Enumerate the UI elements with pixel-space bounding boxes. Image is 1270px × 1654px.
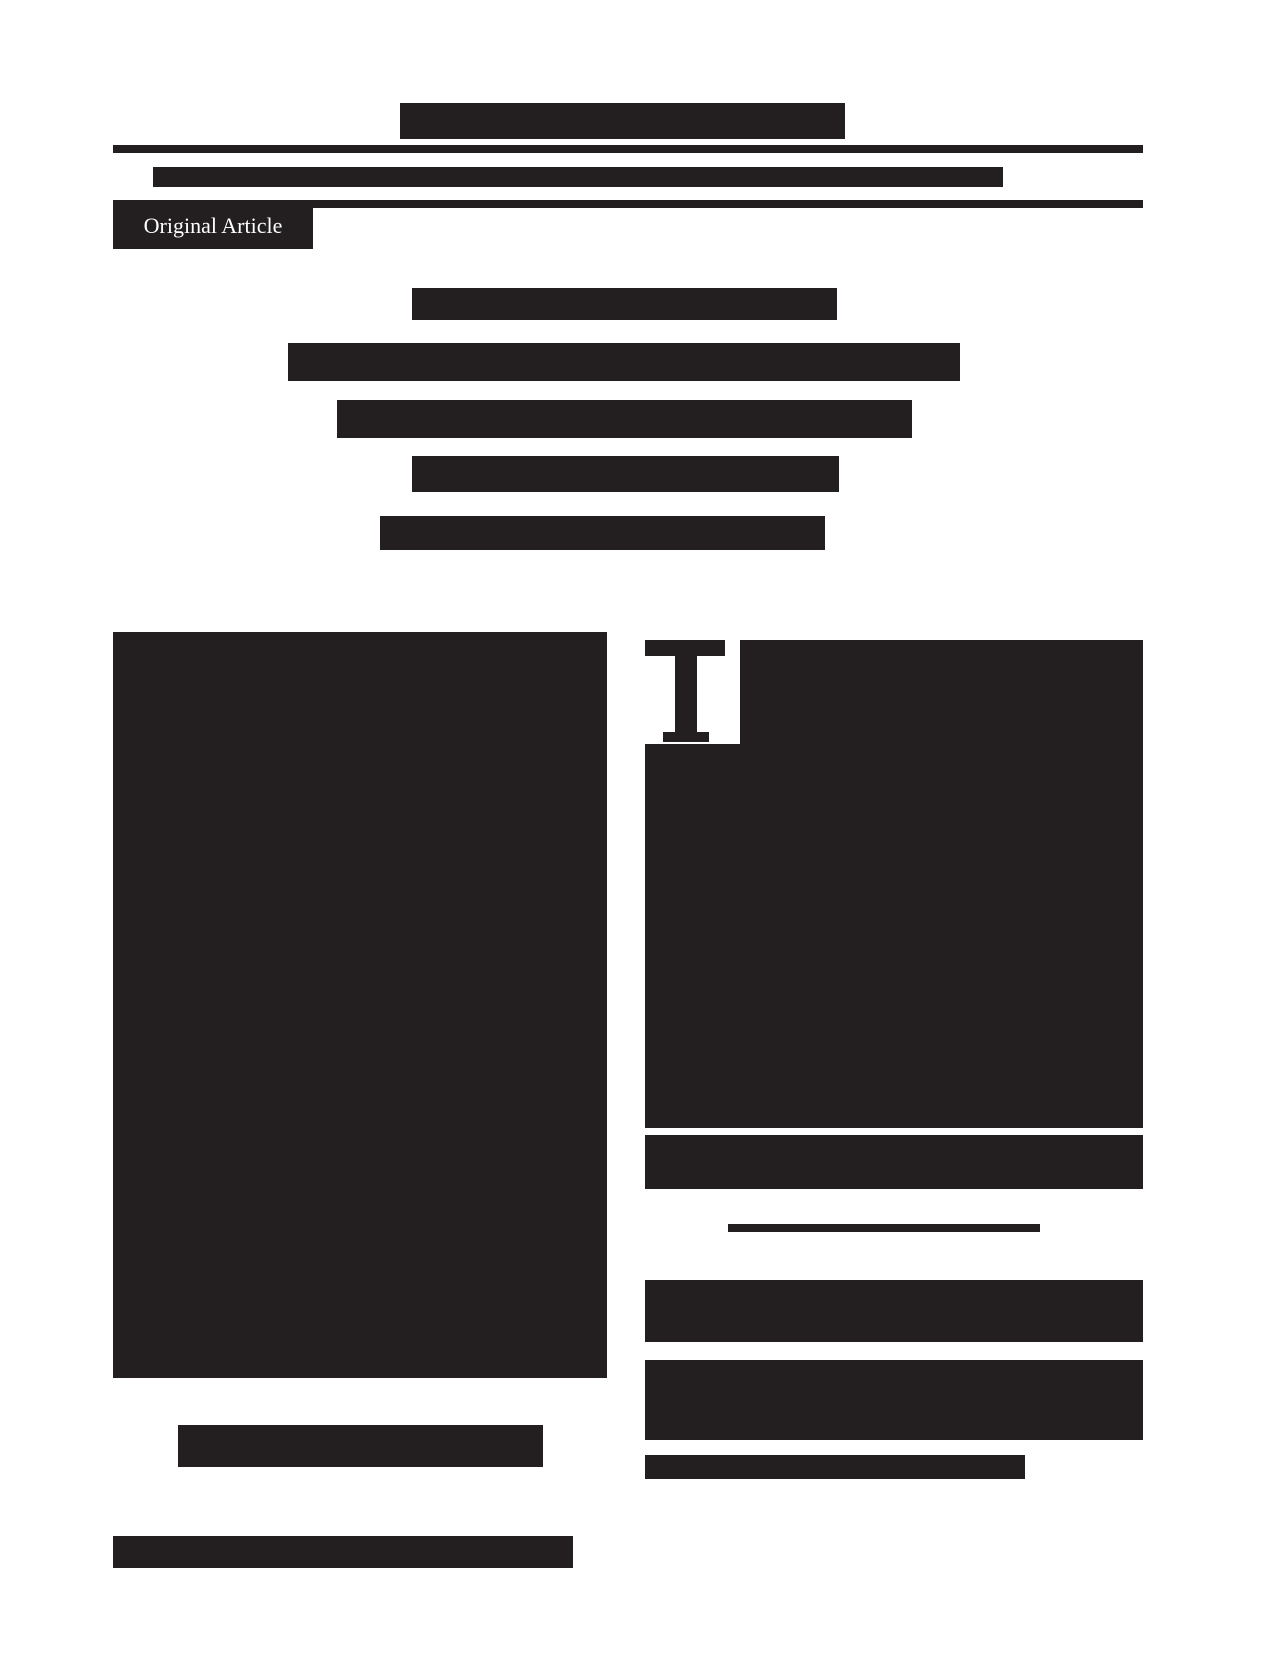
drop-cap-letter xyxy=(645,640,725,742)
authors-redacted xyxy=(380,516,825,550)
footnote-1-redacted xyxy=(645,1280,1143,1342)
keywords-redacted xyxy=(178,1425,543,1467)
page-footer-redacted xyxy=(113,1536,573,1568)
article-title-line-2 xyxy=(288,343,960,381)
footnote-separator xyxy=(728,1224,1040,1232)
intro-paragraph-2-redacted xyxy=(645,1135,1143,1189)
footnote-3-redacted xyxy=(645,1455,1025,1479)
abstract-body-redacted xyxy=(113,632,607,1378)
masthead-rule-top xyxy=(113,145,1143,153)
journal-title-redacted xyxy=(400,103,845,139)
intro-body-redacted xyxy=(645,744,1143,1128)
journal-subtitle-redacted xyxy=(153,167,1003,187)
article-title-line-3 xyxy=(337,400,912,438)
footnote-2-redacted xyxy=(645,1360,1143,1440)
article-title-line-4 xyxy=(412,456,839,492)
intro-lines-beside-dropcap xyxy=(740,640,1143,744)
article-type-tag: Original Article xyxy=(113,203,313,249)
article-title-line-1 xyxy=(412,288,837,320)
